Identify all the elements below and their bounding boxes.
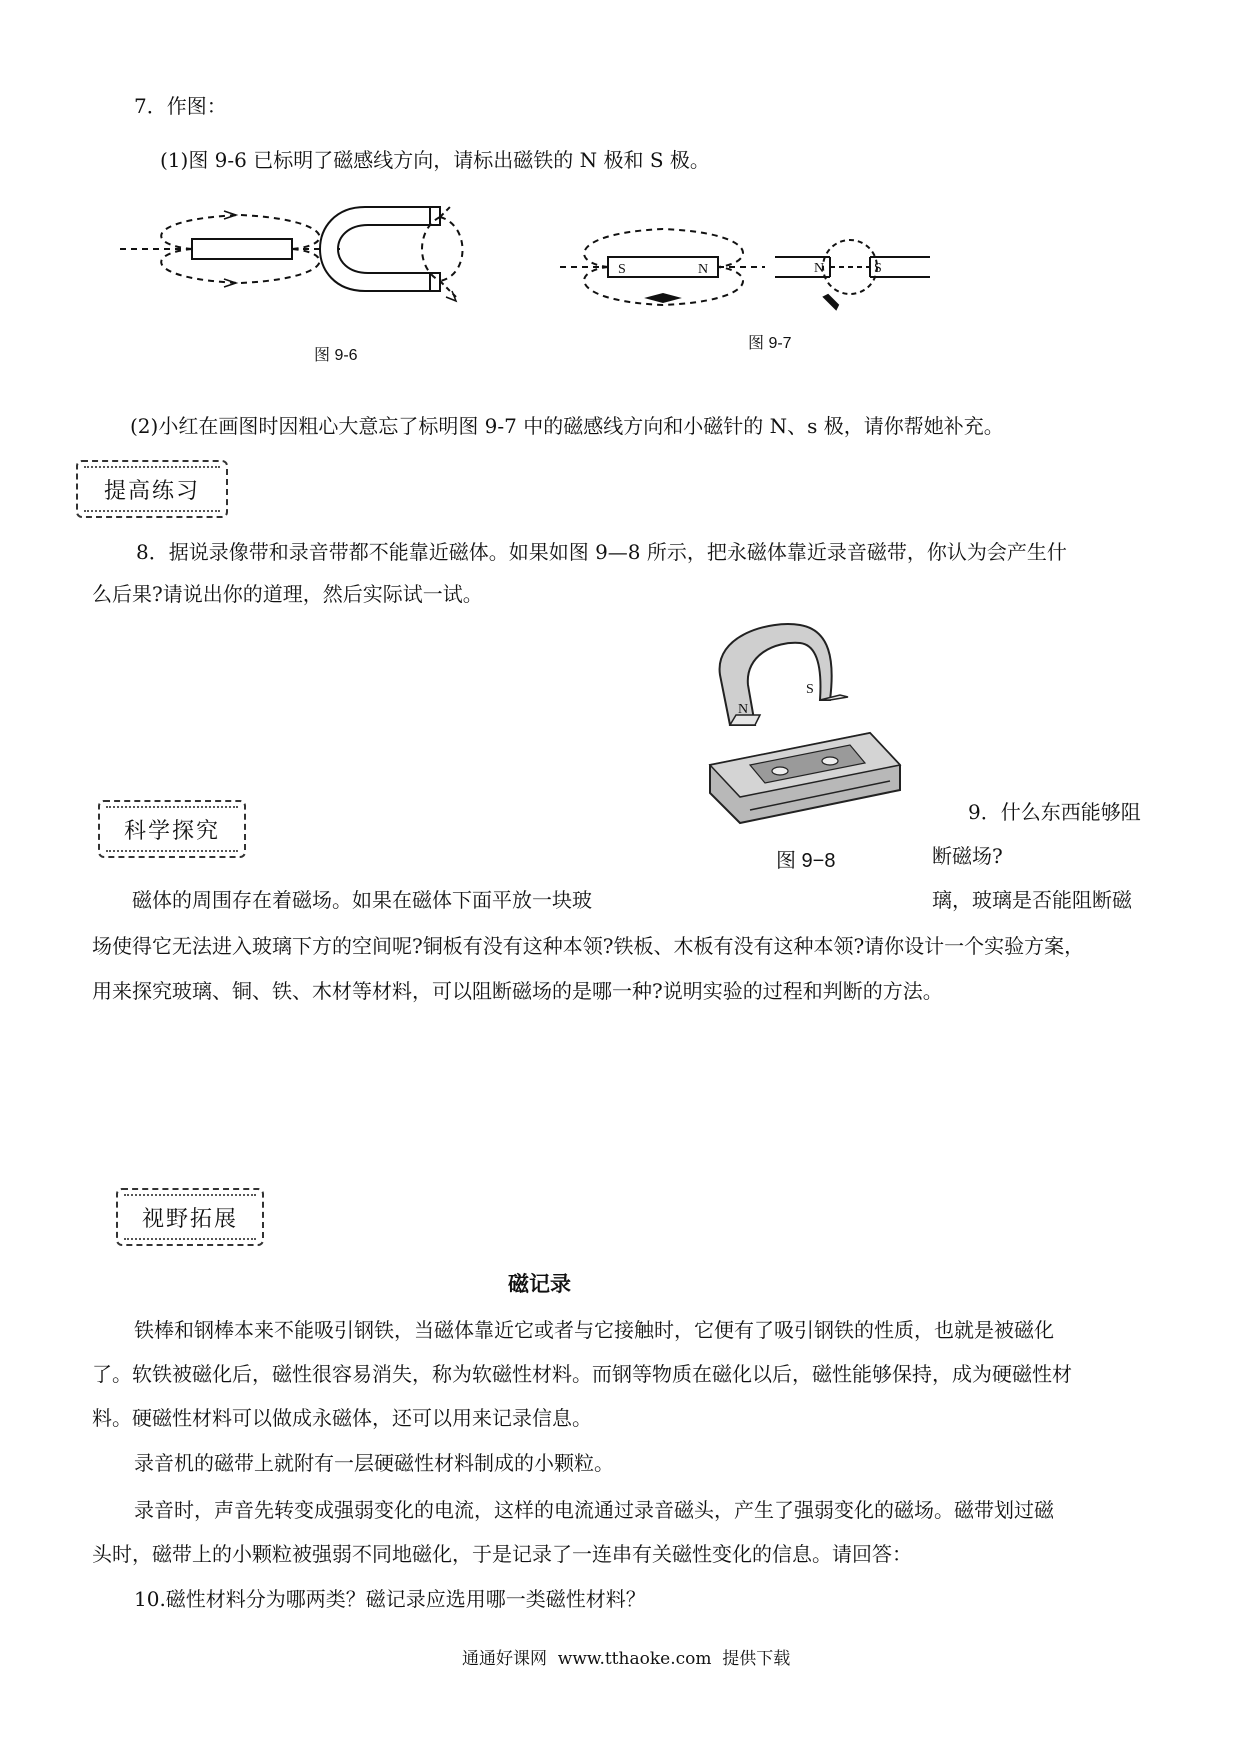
reading-p1-line1: 铁棒和钢棒本来不能吸引钢铁，当磁体靠近它或者与它接触时，它便有了吸引钢铁的性质，也就是被磁化 [134,1318,1054,1342]
figure-9-8-caption: 图 9−8 [776,850,836,872]
reading-p1-line2: 了。软铁被磁化后，磁性很容易消失，称为软磁性材料。而钢等物质在磁化以后，磁性能够保持，成为硬磁性材 [92,1362,1072,1386]
fig97-needle-s-label: S [874,261,882,276]
reading-p1-line3: 料。硬磁性材料可以做成永磁体，还可以用来记录信息。 [92,1406,592,1430]
fig97-bar-s-label: S [618,262,626,277]
q9-line2b: 璃，玻璃是否能阻断磁 [932,888,1132,912]
banner-horizon-expansion: 视野拓展 [116,1188,264,1246]
banner-advanced-practice: 提高练习 [76,460,228,518]
figure-9-7 [560,225,940,335]
figure-9-8 [700,615,920,825]
q9-line4: 用来探究玻璃、铜、铁、木材等材料，可以阻断磁场的是哪一种?说明实验的过程和判断的方法。 [92,979,943,1003]
reading-p2: 录音机的磁带上就附有一层硬磁性材料制成的小颗粒。 [134,1451,614,1475]
page-footer: 通通好课网 www.tthaoke.com 提供下载 [462,1649,791,1669]
q7-part1: (1)图 9-6 已标明了磁感线方向，请标出磁铁的 N 极和 S 极。 [160,148,710,172]
q8-line2: 么后果?请说出你的道理，然后实际试一试。 [92,582,483,606]
figure-9-7-caption: 图 9-7 [748,335,792,352]
q9-line3: 场使得它无法进入玻璃下方的空间呢?铜板有没有这种本领?铁板、木板有没有这种本领?请你设计一个实验方案， [92,934,1085,958]
q9-line2a: 磁体的周围存在着磁场。如果在磁体下面平放一块玻 [132,888,592,912]
magnet-n-label: N [738,702,749,717]
reading-p3-line1: 录音时，声音先转变成强弱变化的电流，这样的电流通过录音磁头，产生了强弱变化的磁场。磁带划过磁 [134,1498,1054,1522]
banner-science-inquiry: 科学探究 [98,800,246,858]
figure-9-6 [120,205,540,335]
figure-9-6-caption: 图 9-6 [314,347,358,364]
fig97-bar-n-label: N [698,262,709,277]
magnet-s-label: S [806,682,814,697]
q7-part2: (2)小红在画图时因粗心大意忘了标明图 9-7 中的磁感线方向和小磁针的 N、s 极，请你帮她补充。 [130,414,1004,438]
reading-title: 磁记录 [508,1272,571,1296]
fig97-needle-n-label: N [814,261,825,276]
q9-line1b: 断磁场? [932,844,1003,868]
reading-p3-line2: 头时，磁带上的小颗粒被强弱不同地磁化，于是记录了一连串有关磁性变化的信息。请回答： [92,1542,912,1566]
q9-line1a: 9．什么东西能够阻 [968,800,1141,824]
q7-heading: 7．作图： [134,94,227,118]
q8-line1: 8．据说录像带和录音带都不能靠近磁体。如果如图 9—8 所示，把永磁体靠近录音磁带，你认为会产生什 [136,540,1067,564]
question-10: 10.磁性材料分为哪两类？磁记录应选用哪一类磁性材料？ [134,1587,646,1611]
